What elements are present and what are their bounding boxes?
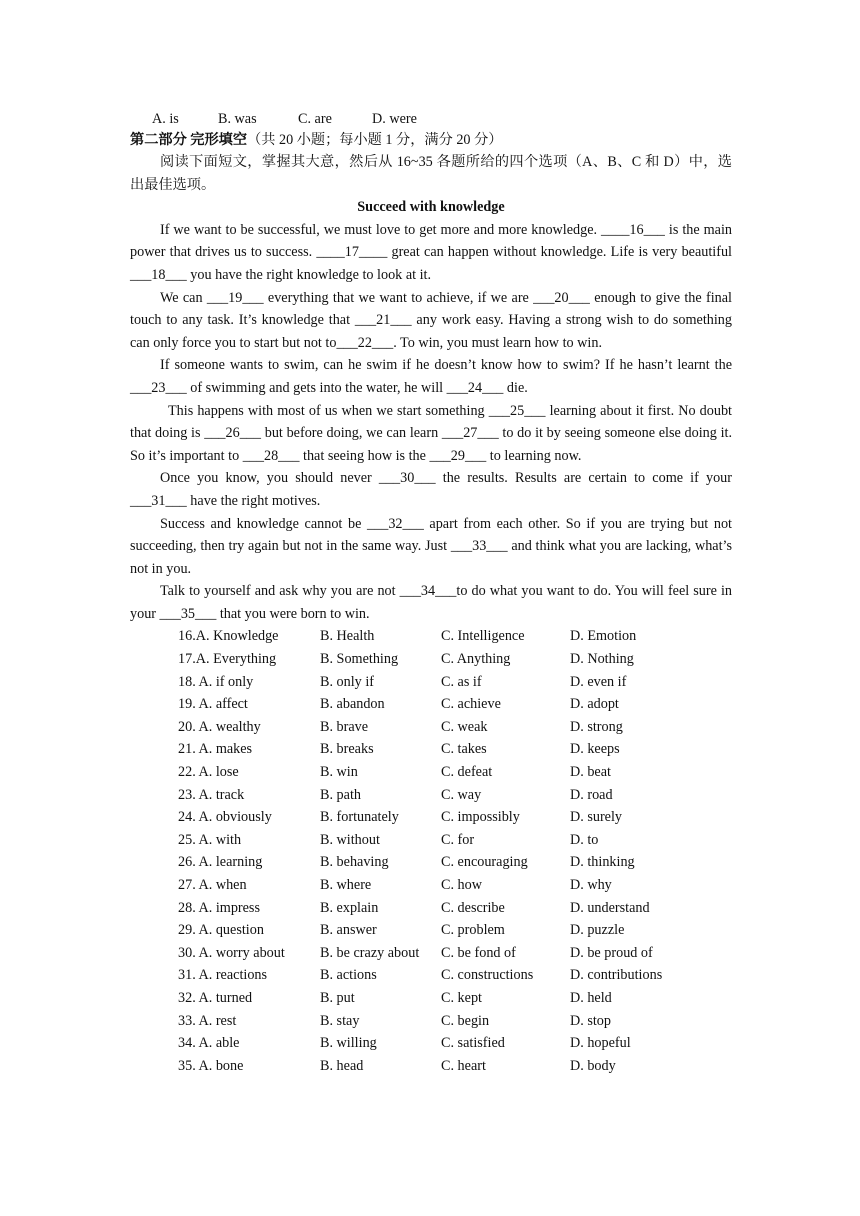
option-a: 22. A. lose: [178, 764, 239, 781]
option-d: D. contributions: [570, 967, 663, 984]
question-row: [130, 716, 732, 739]
option-b: B. stay: [320, 1012, 360, 1029]
option-b: B. explain: [320, 899, 379, 916]
question-row: [130, 1055, 732, 1078]
option-a: 27. A. when: [178, 877, 247, 893]
question-row: [130, 648, 732, 671]
question-row: [130, 964, 732, 987]
option-a: 35. A. bone: [178, 1057, 244, 1074]
option-b: B. answer: [320, 922, 377, 939]
option-b: B. actions: [320, 967, 377, 984]
option-d: D. strong: [570, 718, 623, 735]
option-b: B. without: [320, 831, 380, 848]
option-d: D. adopt: [570, 696, 619, 713]
option-b: B. brave: [320, 718, 369, 735]
option-d: D. road: [570, 786, 613, 803]
option-d: D. body: [570, 1057, 616, 1074]
section-note: （共 20 小题；每小题 1 分，满分 20 分）: [247, 132, 503, 148]
question-row: [130, 851, 732, 874]
option-d: D. surely: [570, 809, 623, 826]
option-b: B. breaks: [320, 741, 374, 758]
option-d: D. be proud of: [570, 944, 653, 961]
question-row: [130, 897, 732, 920]
option-b: B. was: [218, 111, 257, 127]
option-a: 33. A. rest: [178, 1012, 237, 1029]
option-b: B. only if: [320, 673, 374, 690]
option-c: C. weak: [441, 718, 488, 735]
option-d: D. Emotion: [570, 628, 637, 645]
option-c: C. satisfied: [441, 1035, 505, 1052]
option-a: 20. A. wealthy: [178, 718, 261, 735]
question-row: [130, 919, 732, 942]
option-c: C. how: [441, 877, 482, 893]
question-row: [130, 1032, 732, 1055]
option-c: C. defeat: [441, 764, 493, 781]
option-c: C. Anything: [441, 651, 511, 668]
option-a: 30. A. worry about: [178, 944, 285, 961]
previous-question-options: [130, 109, 732, 129]
option-d: D. Nothing: [570, 651, 634, 668]
passage-paragraph-1: If we want to be successful, we must love to get more and more knowledge. ____16___ is the main power that drives us to success. ____17____ great can happen without knowledge. Life is very beautiful ___18___ you have the right knowledge to look at it.: [130, 221, 732, 283]
option-b: B. abandon: [320, 696, 385, 713]
option-d: D. even if: [570, 673, 627, 690]
option-d: D. thinking: [570, 854, 635, 871]
option-a: 34. A. able: [178, 1035, 240, 1052]
option-a: 23. A. track: [178, 786, 245, 803]
option-b: B. Health: [320, 628, 375, 645]
option-c: C. for: [441, 831, 475, 848]
option-b: B. path: [320, 786, 361, 803]
option-d: D. puzzle: [570, 922, 625, 939]
option-a: 25. A. with: [178, 831, 242, 848]
question-row: [130, 1010, 732, 1033]
option-c: C. describe: [441, 899, 505, 916]
option-a: 31. A. reactions: [178, 967, 268, 984]
option-a: 17.A. Everything: [178, 651, 277, 668]
option-a: 24. A. obviously: [178, 809, 272, 826]
option-a: 18. A. if only: [178, 673, 254, 690]
question-row: [130, 987, 732, 1010]
option-c: C. as if: [441, 673, 482, 690]
option-b: B. behaving: [320, 854, 389, 871]
option-b: B. be crazy about: [320, 944, 420, 961]
option-c: C. kept: [441, 989, 482, 1006]
passage-title: Succeed with knowledge: [357, 199, 505, 216]
option-d: D. hopeful: [570, 1035, 631, 1052]
option-c: C. takes: [441, 741, 487, 758]
passage-paragraph-3: If someone wants to swim, can he swim if he doesn’t know how to swim? If he hasn’t learnt the ___23___ of swimming and gets into the water, he will ___24___ die.: [130, 357, 732, 396]
option-a: 29. A. question: [178, 922, 264, 939]
option-d: D. keeps: [570, 741, 620, 758]
question-row: [130, 784, 732, 807]
option-d: D. beat: [570, 764, 611, 781]
option-c: C. achieve: [441, 696, 501, 713]
option-c: C. Intelligence: [441, 628, 525, 645]
section-instruction: 阅读下面短文，掌握其大意，然后从 16~35 各题所给的四个选项（A、B、C 和 D）中，选出最佳选项。: [130, 154, 732, 193]
option-b: B. Something: [320, 651, 399, 668]
question-row: [130, 738, 732, 761]
option-a: 26. A. learning: [178, 854, 263, 871]
question-row: [130, 625, 732, 648]
option-b: B. put: [320, 989, 355, 1006]
option-b: B. where: [320, 877, 372, 893]
option-c: C. constructions: [441, 967, 534, 984]
option-c: C. way: [441, 786, 482, 803]
option-a: A. is: [152, 111, 179, 127]
option-a: 28. A. impress: [178, 899, 260, 916]
option-a: 21. A. makes: [178, 741, 253, 758]
option-a: 32. A. turned: [178, 989, 253, 1006]
option-c: C. be fond of: [441, 944, 516, 961]
question-row: [130, 806, 732, 829]
option-a: 19. A. affect: [178, 696, 248, 713]
passage-paragraph-2: We can ___19___ everything that we want to achieve, if we are ___20___ enough to give the final touch to any task. It’s knowledge that ___21___ any work easy. Having a strong wish to do something can only force you to start but not to___22___. To win, you must learn how to win.: [130, 289, 732, 351]
option-b: B. win: [320, 764, 358, 781]
exam-page: [130, 109, 732, 1077]
option-c: C. impossibly: [441, 809, 520, 826]
option-c: C. are: [298, 111, 332, 127]
option-c: C. begin: [441, 1012, 490, 1029]
option-d: D. held: [570, 989, 612, 1006]
question-row: [130, 671, 732, 694]
question-row: [130, 693, 732, 716]
question-row: [130, 829, 732, 852]
option-c: C. encouraging: [441, 854, 528, 871]
question-row: [130, 874, 732, 897]
question-options-list: [130, 625, 732, 1077]
option-d: D. to: [570, 831, 599, 848]
option-d: D. understand: [570, 899, 650, 916]
section-title: 第二部分 完形填空: [130, 132, 248, 148]
passage-paragraph-4: This happens with most of us when we start something ___25___ learning about it first. No doubt that doing is ___26___ but before doing, we can learn ___27___ to do it by seeing someone else doing it. So it’s important to ___28___ that seeing how is the ___29___ to learning now.: [130, 402, 732, 464]
option-d: D. stop: [570, 1012, 611, 1029]
option-d: D. were: [372, 111, 417, 127]
question-row: [130, 761, 732, 784]
option-a: 16.A. Knowledge: [178, 628, 279, 645]
option-b: B. willing: [320, 1035, 377, 1052]
option-d: D. why: [570, 877, 612, 893]
passage-paragraph-5: Once you know, you should never ___30___ the results. Results are certain to come if your ___31___ have the right motives.: [130, 470, 732, 509]
question-row: [130, 942, 732, 965]
option-b: B. head: [320, 1057, 364, 1074]
option-c: C. heart: [441, 1057, 486, 1074]
option-c: C. problem: [441, 922, 505, 939]
passage-paragraph-6: Success and knowledge cannot be ___32___ apart from each other. So if you are trying but not succeeding, then try again but not in the same way. Just ___33___ and think what you are lacking, what’s not in you.: [130, 515, 732, 577]
section-heading: [130, 129, 732, 151]
option-b: B. fortunately: [320, 809, 399, 826]
passage-paragraph-7: Talk to yourself and ask why you are not ___34___to do what you want to do. You will feel sure in your ___35___ that you were born to win.: [130, 583, 732, 622]
